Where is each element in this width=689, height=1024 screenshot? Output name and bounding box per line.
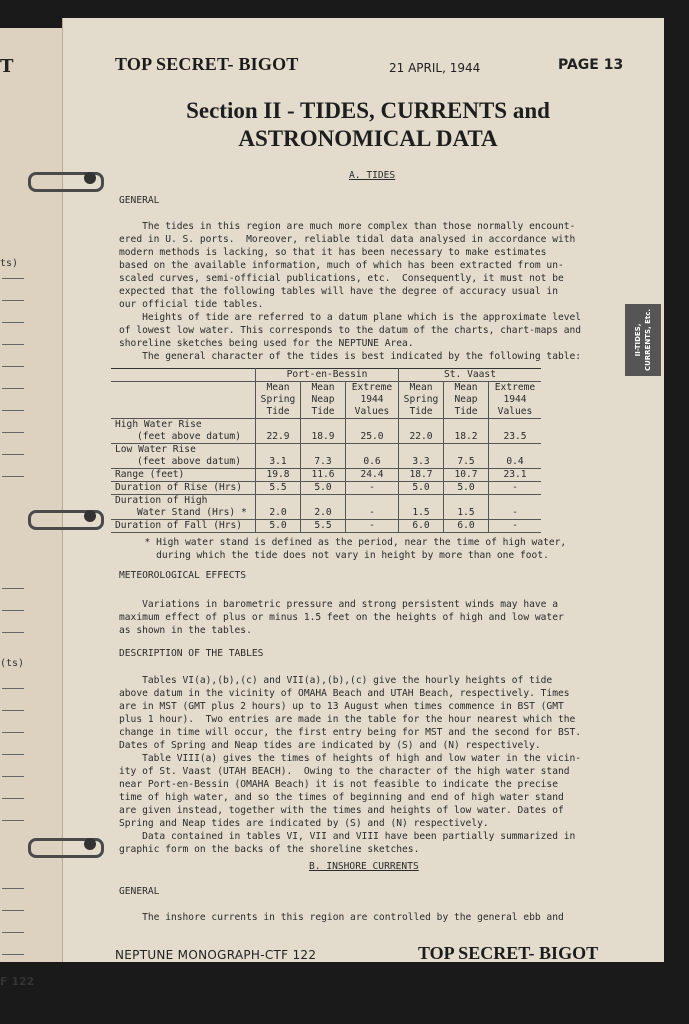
- facing-page-rule: [2, 278, 24, 279]
- table-row: [111, 419, 541, 444]
- binder-ring-hole: [84, 172, 96, 184]
- table-corner-cell: [111, 382, 256, 419]
- table-cell: -: [346, 495, 399, 520]
- subheading-general: GENERAL: [119, 195, 160, 206]
- table-row: [111, 444, 541, 469]
- subsection-heading-inshore-currents: B. INSHORE CURRENTS: [309, 861, 419, 872]
- footer-monograph: NEPTUNE MONOGRAPH-CTF 122: [115, 948, 317, 962]
- facing-page-rule: [2, 688, 24, 689]
- table-cell: -: [489, 482, 542, 495]
- facing-page-rule: [2, 888, 24, 889]
- table-column-header: Mean Spring Tide: [256, 382, 301, 419]
- section-title-line2: ASTRONOMICAL DATA: [238, 126, 498, 151]
- table-row: [111, 482, 541, 495]
- table-cell: 11.6: [301, 469, 346, 482]
- facing-page-footer-fragment: F 122: [0, 975, 35, 988]
- table-group-header: Port-en-Bessin: [256, 369, 399, 382]
- subsection-heading-tides: A. TIDES: [349, 170, 396, 181]
- paragraph-inshore-currents: The inshore currents in this region are controlled by the general ebb and: [119, 912, 564, 923]
- table-cell: 18.9: [301, 419, 346, 444]
- table-cell: 22.9: [256, 419, 301, 444]
- table-cell: 2.0: [301, 495, 346, 520]
- table-cell: -: [346, 520, 399, 533]
- table-cell: 5.0: [444, 482, 489, 495]
- header-date: 21 APRIL, 1944: [389, 61, 481, 75]
- facing-page-rule: [2, 820, 24, 821]
- binder-ring-hole: [84, 510, 96, 522]
- table-cell: -: [346, 482, 399, 495]
- table-cell: 18.2: [444, 419, 489, 444]
- table-column-header: Extreme 1944 Values: [346, 382, 399, 419]
- facing-page-rule: [2, 632, 24, 633]
- section-index-tab[interactable]: [625, 304, 661, 376]
- table-row: [111, 520, 541, 533]
- tab-label-line2: CURRENTS, Etc.: [644, 308, 652, 372]
- facing-page-rule: [2, 454, 24, 455]
- table-column-header: Mean Neap Tide: [444, 382, 489, 419]
- table-cell: 25.0: [346, 419, 399, 444]
- table-cell: 23.5: [489, 419, 542, 444]
- document-page: [62, 18, 664, 962]
- table-cell: 23.1: [489, 469, 542, 482]
- facing-page-rule: [2, 344, 24, 345]
- table-cell: 5.5: [256, 482, 301, 495]
- facing-page-text-fragment: (ts): [0, 658, 25, 669]
- facing-page-rule: [2, 610, 24, 611]
- table-cell: 3.3: [399, 444, 444, 469]
- facing-page-rule: [2, 932, 24, 933]
- table-cell: -: [489, 495, 542, 520]
- facing-page-rule: [2, 954, 24, 955]
- table-cell: 6.0: [399, 520, 444, 533]
- table-column-header: Mean Spring Tide: [399, 382, 444, 419]
- facing-page-rule: [2, 710, 24, 711]
- row-label: Duration of High Water Stand (Hrs) *: [111, 495, 256, 520]
- facing-page-rule: [2, 388, 24, 389]
- table-corner-cell: [111, 369, 256, 382]
- facing-page-rule: [2, 410, 24, 411]
- table-cell: 5.5: [301, 520, 346, 533]
- page-number: PAGE 13: [558, 57, 624, 73]
- table-cell: 24.4: [346, 469, 399, 482]
- facing-page-rule: [2, 588, 24, 589]
- table-cell: 5.0: [256, 520, 301, 533]
- subheading-general-currents: GENERAL: [119, 886, 160, 897]
- table-cell: 3.1: [256, 444, 301, 469]
- table-cell: 6.0: [444, 520, 489, 533]
- heading-description-of-tables: DESCRIPTION OF THE TABLES: [119, 648, 264, 659]
- paragraph-datum: Heights of tide are referred to a datum plane which is the approximate level of lowest low water. This corresponds to the datum of the charts, chart-maps and shoreline sketches being used for the NEPTUNE Area. The general character of the tides is best indicated by the following table:: [119, 312, 582, 362]
- facing-page-rule: [2, 798, 24, 799]
- table-cell: 2.0: [256, 495, 301, 520]
- table-cell: 10.7: [444, 469, 489, 482]
- table-column-header: Extreme 1944 Values: [489, 382, 542, 419]
- facing-page-rule: [2, 300, 24, 301]
- binder-ring-hole: [84, 838, 96, 850]
- row-label: Low Water Rise (feet above datum): [111, 444, 256, 469]
- row-label: Range (feet): [111, 469, 256, 482]
- facing-page-rule: [2, 732, 24, 733]
- facing-page-title-fragment: T: [0, 56, 14, 77]
- facing-page: [0, 28, 65, 988]
- facing-page-rule: [2, 366, 24, 367]
- table-row: [111, 495, 541, 520]
- table-cell: -: [489, 520, 542, 533]
- row-label: Duration of Fall (Hrs): [111, 520, 256, 533]
- facing-page-rule: [2, 476, 24, 477]
- row-label: High Water Rise (feet above datum): [111, 419, 256, 444]
- table-footnote: * High water stand is defined as the period, near the time of high water, during which the tide does not vary in height by more than one foot.: [133, 537, 567, 561]
- table-group-header: St. Vaast: [399, 369, 542, 382]
- classification-header: TOP SECRET- BIGOT: [115, 54, 299, 74]
- tide-table: [111, 368, 541, 533]
- facing-page-text-fragment: ts): [0, 258, 19, 269]
- tab-label-line1: II-TIDES,: [634, 323, 642, 357]
- table-cell: 22.0: [399, 419, 444, 444]
- table-cell: 5.0: [301, 482, 346, 495]
- table-cell: 18.7: [399, 469, 444, 482]
- paragraph-meteorological: Variations in barometric pressure and strong persistent winds may have a maximum effect of plus or minus 1.5 feet on the heights of high and low water as shown in the tables.: [119, 599, 564, 636]
- facing-page-rule: [2, 754, 24, 755]
- table-cell: 5.0: [399, 482, 444, 495]
- facing-page-rule: [2, 910, 24, 911]
- table-cell: 1.5: [399, 495, 444, 520]
- facing-page-rule: [2, 432, 24, 433]
- table-cell: 1.5: [444, 495, 489, 520]
- row-label: Duration of Rise (Hrs): [111, 482, 256, 495]
- table-cell: 7.3: [301, 444, 346, 469]
- table-cell: 19.8: [256, 469, 301, 482]
- table-row: [111, 469, 541, 482]
- table-cell: 0.6: [346, 444, 399, 469]
- footer-classification: TOP SECRET- BIGOT: [418, 943, 599, 963]
- table-column-header: Mean Neap Tide: [301, 382, 346, 419]
- heading-meteorological-effects: METEOROLOGICAL EFFECTS: [119, 570, 247, 581]
- table-cell: 7.5: [444, 444, 489, 469]
- facing-page-rule: [2, 322, 24, 323]
- paragraph-description: Tables VI(a),(b),(c) and VII(a),(b),(c) give the hourly heights of tide above datum in the vicinity of OMAHA Beach and UTAH Beach, respectively. Times are in MST (GMT plus 2 hours) up to 13 August when times commence in BST (GMT plus 1 hour). Two entries are made in the table for the hour nearest which the change in time will occur, the first entry being for MST and the second for BST. Dates of Spring and Neap tides are indicated by (S) and (N) respectively. Table VIII(a) gives the times of heights of high and low water in the vicin- ity of St. Vaast (UTAH BEACH). Owing to the character of the high water stand near Port-en-Bessin (OMAHA Beach) it is not feasible to indicate the precise time of high water, and so the times of beginning and end of high water stand are given instead, together with the times and heights of low water. Dates of Spring and Neap tides are indicated by (S) and (N) respectively. Data contained in tables VI, VII and VIII have been partially summarized in graphic form on the backs of the shoreline sketches.: [119, 675, 582, 855]
- paragraph-tides-intro: The tides in this region are much more complex than those normally encount- ered in U. S. ports. Moreover, reliable tidal data analysed in accordance with modern methods is lacking, so that it has been necessary to make estimates based on the available information, much of which has been extracted from un- scaled curves, semi-official publications, etc. Consequently, it must not be expected that the following tables will have the degree of accuracy usual in our official tide tables.: [119, 221, 576, 310]
- section-title-line1: Section II - TIDES, CURRENTS and: [186, 98, 550, 123]
- table-cell: 0.4: [489, 444, 542, 469]
- facing-page-rule: [2, 776, 24, 777]
